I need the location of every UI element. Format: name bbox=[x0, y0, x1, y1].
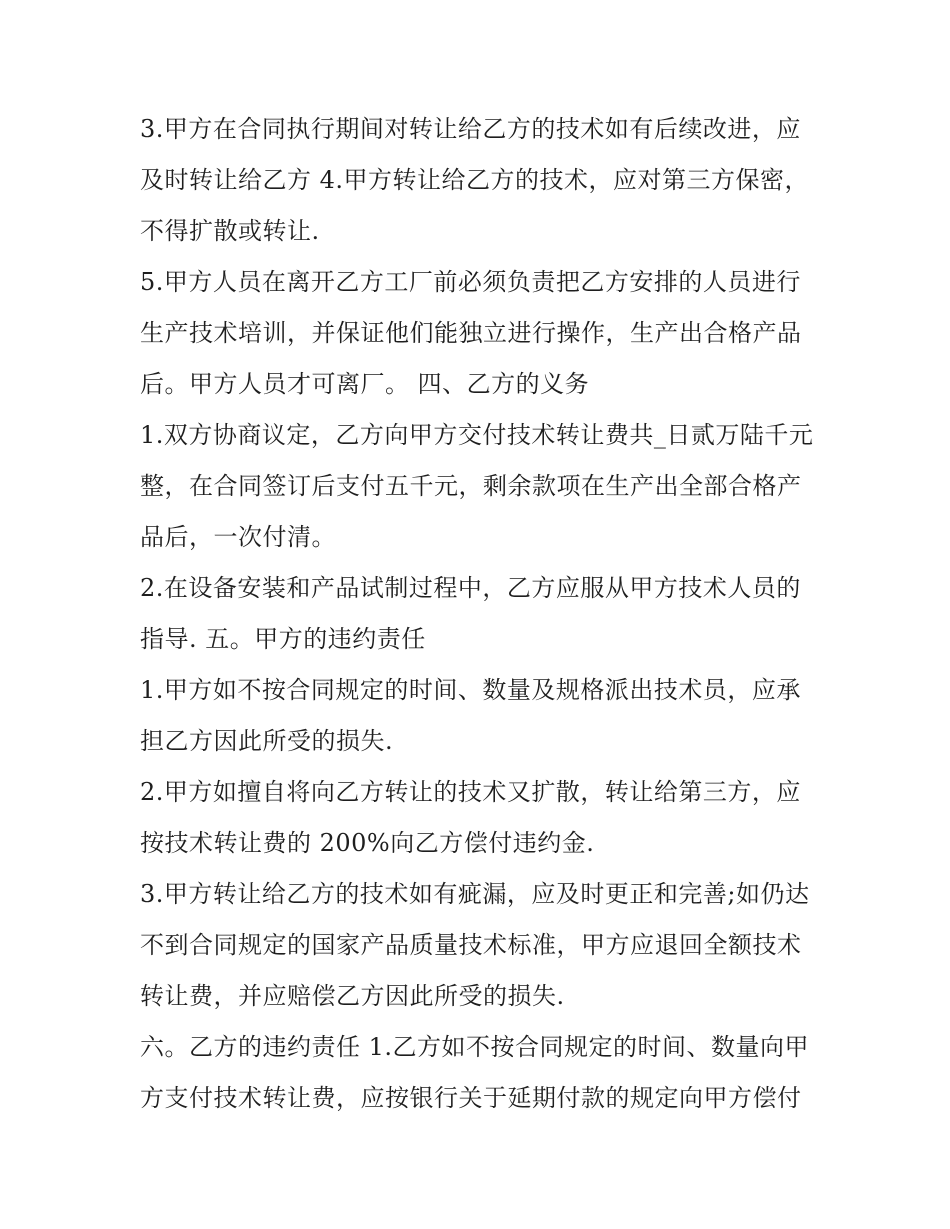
document-body bbox=[140, 104, 820, 1124]
text-line: 转让费，并应赔偿乙方因此所受的损失. bbox=[140, 982, 565, 1010]
text-line: 指导. 五。甲方的违约责任 bbox=[140, 625, 426, 653]
text-line: 不到合同规定的国家产品质量技术标准，甲方应退回全额技术 bbox=[140, 931, 802, 959]
text-line: 3.甲方在合同执行期间对转让给乙方的技术如有后续改进，应 bbox=[140, 115, 801, 143]
text-line: 整，在合同签订后支付五千元，剩余款项在生产出全部合格产 bbox=[140, 472, 802, 500]
text-line: 及时转让给乙方 4.甲方转让给乙方的技术，应对第三方保密， bbox=[140, 166, 810, 194]
text-line: 品后，一次付清。 bbox=[140, 523, 336, 551]
text-line: 六。乙方的违约责任 1.乙方如不按合同规定的时间、数量向甲 bbox=[140, 1033, 810, 1061]
text-line: 5.甲方人员在离开乙方工厂前必须负责把乙方安排的人员进行 bbox=[140, 268, 801, 296]
text-line: 1.甲方如不按合同规定的时间、数量及规格派出技术员，应承 bbox=[140, 676, 801, 704]
text-line: 生产技术培训，并保证他们能独立进行操作，生产出合格产品 bbox=[140, 319, 802, 347]
text-line: 2.甲方如擅自将向乙方转让的技术又扩散，转让给第三方，应 bbox=[140, 778, 801, 806]
text-line: 2.在设备安装和产品试制过程中，乙方应服从甲方技术人员的 bbox=[140, 574, 801, 602]
text-line: 按技术转让费的 200%向乙方偿付违约金. bbox=[140, 829, 595, 857]
text-line: 不得扩散或转让. bbox=[140, 217, 320, 245]
text-line: 3.甲方转让给乙方的技术如有疵漏，应及时更正和完善;如仍达 bbox=[140, 880, 810, 908]
text-line: 1.双方协商议定，乙方向甲方交付技术转让费共_日贰万陆千元 bbox=[140, 421, 814, 449]
text-line: 后。甲方人员才可离厂。 四、乙方的义务 bbox=[140, 370, 590, 398]
text-line: 担乙方因此所受的损失. bbox=[140, 727, 394, 755]
text-line: 方支付技术转让费，应按银行关于延期付款的规定向甲方偿付 bbox=[140, 1084, 802, 1112]
